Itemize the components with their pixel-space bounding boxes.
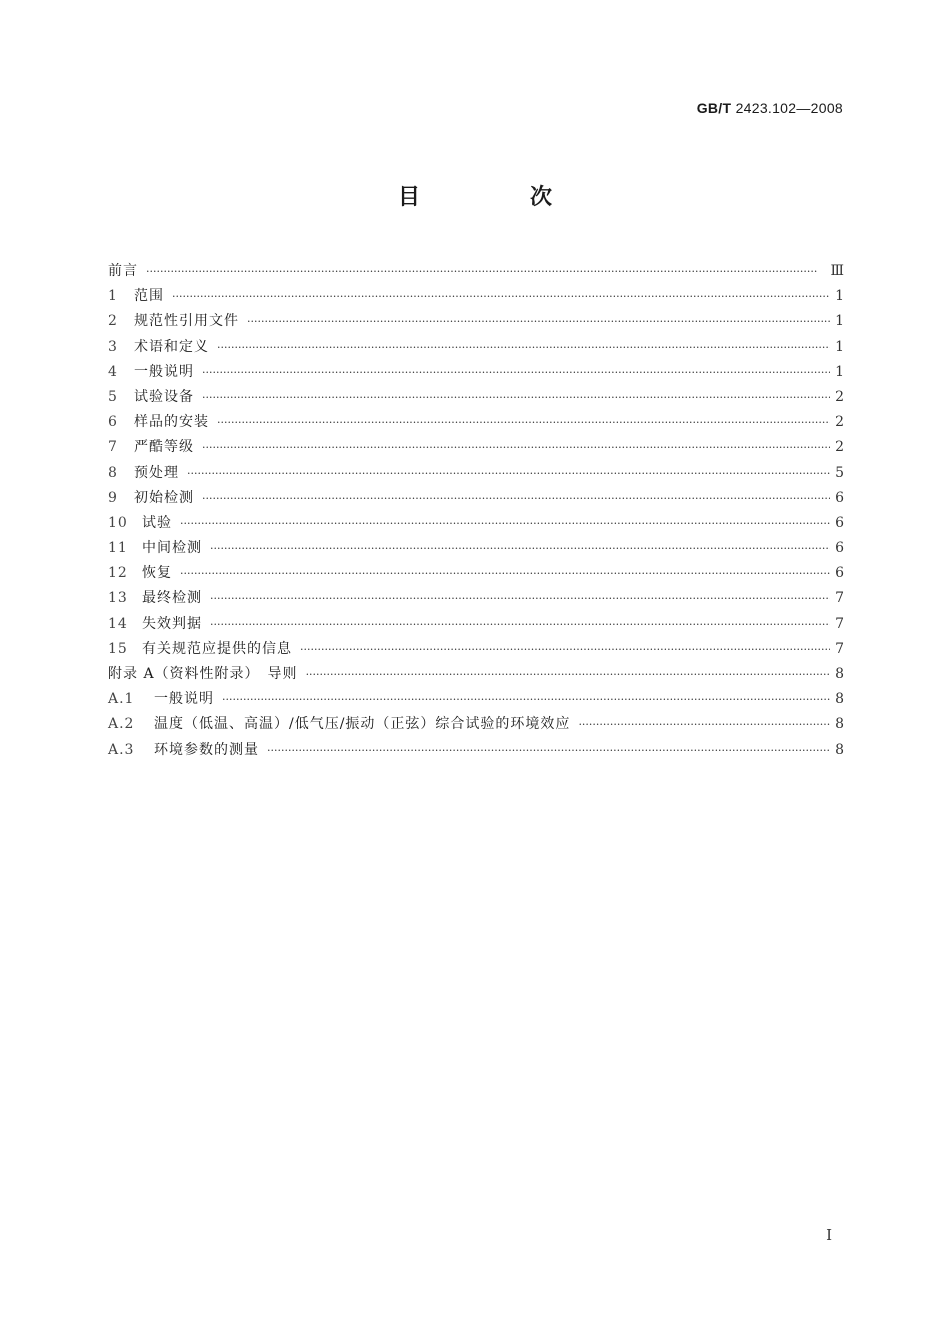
toc-leader-dots [172,287,830,307]
toc-entry[interactable] [108,412,844,437]
toc-entry-text: 温度（低温、高温）/低气压/振动（正弦）综合试验的环境效应 [154,716,571,733]
toc-entry-page: 2 [835,414,844,431]
toc-entry-page: 8 [835,716,844,733]
toc-entry-label [108,387,194,407]
toc-entry-text: 范围 [134,288,164,305]
toc-entry-number: 2 [108,313,118,330]
toc-entry-text: 严酷等级 [134,439,194,456]
toc-entry-text: 初始检测 [134,489,194,506]
standard-prefix: GB/T [696,100,732,116]
toc-entry[interactable] [108,714,844,739]
toc-entry-text: 样品的安装 [134,414,209,431]
toc-leader-dots [180,514,830,534]
toc-entry-label [108,538,202,558]
toc-entry-page: 8 [835,691,844,708]
toc-entry-page: 1 [835,288,844,305]
toc-entry-label [108,437,194,457]
toc-leader-dots [187,464,830,484]
toc-leader-dots [217,338,830,358]
toc-entry-label [108,362,194,382]
toc-entry-label [108,740,259,760]
toc-entry-label [108,563,172,583]
toc-entry-number: 1 [108,288,118,305]
toc-entry-text: 恢复 [142,565,172,582]
toc-entry-number: 6 [108,414,118,431]
toc-entry[interactable] [108,261,844,286]
toc-entry-number: 8 [108,464,118,481]
toc-entry-label [108,513,172,533]
table-of-contents [108,261,844,765]
toc-entry-label [108,714,570,734]
toc-entry[interactable] [108,362,844,387]
toc-entry-text: 试验设备 [134,388,194,405]
toc-entry-text: 规范性引用文件 [134,313,239,330]
toc-entry[interactable] [108,588,844,613]
toc-entry-number: 14 [108,615,128,632]
toc-entry-number: 15 [108,640,128,657]
toc-entry[interactable] [108,664,844,689]
toc-entry-text: 一般说明 [154,691,214,708]
toc-entry-text: 试验 [142,514,172,531]
toc-entry[interactable] [108,311,844,336]
toc-entry-page: 2 [835,388,844,405]
toc-entry-number: A.3 [108,741,135,758]
toc-leader-dots [267,741,830,761]
toc-leader-dots [578,715,830,735]
toc-entry-page: 6 [835,565,844,582]
toc-entry-page: 7 [835,640,844,657]
toc-entry-page: 7 [835,590,844,607]
toc-leader-dots [146,262,826,282]
toc-entry-text: 一般说明 [134,363,194,380]
toc-entry-number: 9 [108,489,118,506]
toc-entry-number: A.1 [108,691,135,708]
toc-entry[interactable] [108,740,844,765]
toc-entry-page: Ⅲ [830,263,844,279]
toc-entry-text: 附录 A（资料性附录） 导则 [108,666,298,682]
standard-number: 2423.102—2008 [735,100,843,116]
toc-entry-label [108,664,298,684]
toc-title: 目 次 [397,185,596,210]
toc-entry-label [108,689,214,709]
toc-entry-text: 失效判据 [142,615,202,632]
toc-entry-page: 6 [835,489,844,506]
toc-entry-label [108,639,292,659]
toc-entry[interactable] [108,387,844,412]
toc-entry[interactable] [108,563,844,588]
toc-leader-dots [180,564,830,584]
toc-entry-number: 11 [108,540,128,557]
toc-entry-label [108,286,164,306]
toc-entry-page: 6 [835,540,844,557]
toc-entry-page: 6 [835,514,844,531]
toc-entry[interactable] [108,513,844,538]
toc-leader-dots [202,388,830,408]
toc-leader-dots [210,539,830,559]
toc-leader-dots [247,312,830,332]
toc-entry-number: 12 [108,565,128,582]
toc-entry-label [108,412,209,432]
toc-entry[interactable] [108,538,844,563]
toc-entry-number: 4 [108,363,118,380]
toc-entry[interactable] [108,337,844,362]
toc-entry-label [108,614,202,634]
toc-entry-label [108,488,194,508]
toc-entry-page: 1 [835,313,844,330]
toc-entry-page: 1 [835,363,844,380]
toc-leader-dots [217,413,830,433]
toc-entry-label [108,463,179,483]
toc-entry-label [108,261,138,281]
toc-entry-page: 5 [835,464,844,481]
toc-entry-number: 13 [108,590,128,607]
toc-entry-page: 7 [835,615,844,632]
toc-leader-dots [300,640,830,660]
standard-code [697,100,843,116]
toc-entry-text: 最终检测 [142,590,202,607]
toc-entry-text: 术语和定义 [134,338,209,355]
toc-entry-text: 前言 [108,263,138,279]
toc-entry[interactable] [108,689,844,714]
toc-entry[interactable] [108,639,844,664]
toc-leader-dots [210,615,830,635]
toc-entry[interactable] [108,437,844,462]
toc-entry-number: 10 [108,514,128,531]
toc-entry-text: 环境参数的测量 [154,741,259,758]
toc-entry-label [108,588,202,608]
page-number: I [826,1226,832,1244]
toc-entry[interactable] [108,614,844,639]
toc-entry-label [108,337,209,357]
toc-leader-dots [202,438,830,458]
toc-entry[interactable] [108,286,844,311]
toc-leader-dots [202,363,830,383]
toc-leader-dots [222,690,830,710]
toc-entry-page: 8 [835,666,844,682]
toc-entry-number: A.2 [108,716,135,733]
toc-entry-text: 中间检测 [142,540,202,557]
toc-entry[interactable] [108,463,844,488]
toc-entry-text: 有关规范应提供的信息 [142,640,292,657]
toc-entry-page: 2 [835,439,844,456]
toc-leader-dots [202,489,830,509]
toc-entry-text: 预处理 [134,464,179,481]
toc-entry[interactable] [108,488,844,513]
toc-entry-number: 5 [108,388,118,405]
toc-leader-dots [306,665,830,685]
toc-entry-number: 7 [108,439,118,456]
toc-entry-page: 8 [835,741,844,758]
toc-leader-dots [210,589,830,609]
toc-entry-label [108,311,239,331]
toc-entry-number: 3 [108,338,118,355]
toc-entry-page: 1 [835,338,844,355]
